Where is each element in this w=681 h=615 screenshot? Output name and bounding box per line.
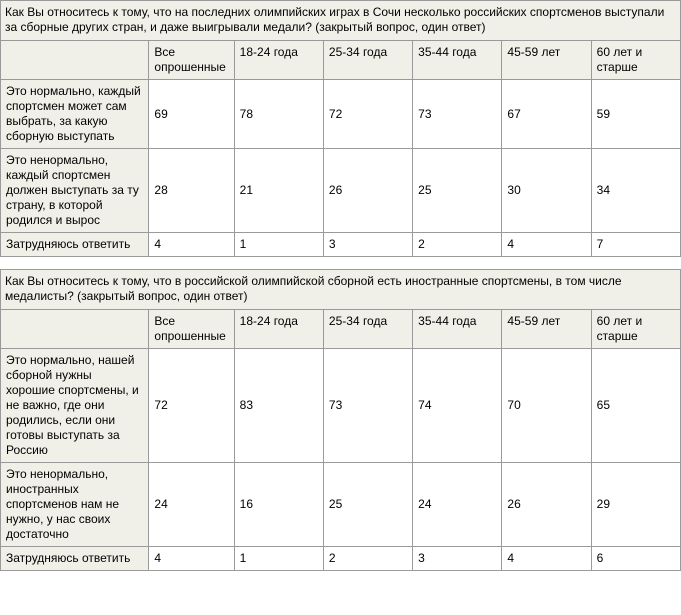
cell-value: 1 xyxy=(234,547,323,571)
table-row xyxy=(1,547,681,571)
table-row xyxy=(1,463,681,547)
column-header-60-plus: 60 лет и старше xyxy=(591,41,680,80)
column-header-25-34: 25-34 года xyxy=(323,310,412,349)
column-header-35-44: 35-44 года xyxy=(413,41,502,80)
cell-value: 65 xyxy=(591,349,680,463)
column-header-45-59: 45-59 лет xyxy=(502,310,591,349)
cell-value: 78 xyxy=(234,80,323,149)
cell-value: 59 xyxy=(591,80,680,149)
poll-title-1: Как Вы относитесь к тому, что на последних олимпийских играх в Сочи несколько российских спортсменов выступали за сборные других стран, и даже выигрывали медали? (закрытый вопрос, один ответ) xyxy=(0,0,681,40)
cell-value: 1 xyxy=(234,233,323,257)
table-row xyxy=(1,149,681,233)
table-row xyxy=(1,349,681,463)
column-header-all: Все опрошенные xyxy=(149,310,234,349)
table-header-1 xyxy=(1,41,681,80)
poll-title-2: Как Вы относитесь к тому, что в российской олимпийской сборной есть иностранные спортсмены, в том числе медалисты? (закрытый вопрос, один ответ) xyxy=(0,269,681,309)
column-header-empty xyxy=(1,310,149,349)
cell-value: 4 xyxy=(502,233,591,257)
cell-value: 26 xyxy=(502,463,591,547)
cell-value: 4 xyxy=(502,547,591,571)
cell-value: 3 xyxy=(323,233,412,257)
column-header-25-34: 25-34 года xyxy=(323,41,412,80)
cell-value: 70 xyxy=(502,349,591,463)
cell-value: 69 xyxy=(149,80,234,149)
column-header-35-44: 35-44 года xyxy=(413,310,502,349)
column-header-empty xyxy=(1,41,149,80)
row-label: Это нормально, каждый спортсмен может сам выбрать, за какую сборную выступать xyxy=(1,80,149,149)
row-label: Это нормально, нашей сборной нужны хорошие спортсмены, и не важно, где они родились, если они готовы выступать за Россию xyxy=(1,349,149,463)
row-label: Это ненормально, каждый спортсмен должен выступать за ту страну, в которой родился и вырос xyxy=(1,149,149,233)
cell-value: 4 xyxy=(149,547,234,571)
cell-value: 2 xyxy=(323,547,412,571)
row-label: Затрудняюсь ответить xyxy=(1,547,149,571)
column-header-60-plus: 60 лет и старше xyxy=(591,310,680,349)
table-header-row xyxy=(1,41,681,80)
cell-value: 83 xyxy=(234,349,323,463)
poll-table-2 xyxy=(0,309,681,571)
cell-value: 67 xyxy=(502,80,591,149)
cell-value: 16 xyxy=(234,463,323,547)
table-row xyxy=(1,233,681,257)
column-header-45-59: 45-59 лет xyxy=(502,41,591,80)
row-label: Это ненормально, иностранных спортсменов нам не нужно, у нас своих достаточно xyxy=(1,463,149,547)
table-header-2 xyxy=(1,310,681,349)
cell-value: 26 xyxy=(323,149,412,233)
cell-value: 24 xyxy=(149,463,234,547)
poll-block-1 xyxy=(0,0,681,257)
row-label: Затрудняюсь ответить xyxy=(1,233,149,257)
column-header-all: Все опрошенные xyxy=(149,41,234,80)
poll-table-1 xyxy=(0,40,681,257)
cell-value: 34 xyxy=(591,149,680,233)
cell-value: 7 xyxy=(591,233,680,257)
cell-value: 74 xyxy=(413,349,502,463)
cell-value: 30 xyxy=(502,149,591,233)
cell-value: 25 xyxy=(323,463,412,547)
cell-value: 73 xyxy=(413,80,502,149)
cell-value: 24 xyxy=(413,463,502,547)
table-row xyxy=(1,80,681,149)
cell-value: 72 xyxy=(149,349,234,463)
cell-value: 2 xyxy=(413,233,502,257)
section-spacer xyxy=(0,257,681,269)
cell-value: 21 xyxy=(234,149,323,233)
cell-value: 73 xyxy=(323,349,412,463)
table-header-row xyxy=(1,310,681,349)
cell-value: 72 xyxy=(323,80,412,149)
column-header-18-24: 18-24 года xyxy=(234,310,323,349)
cell-value: 3 xyxy=(413,547,502,571)
poll-block-2 xyxy=(0,269,681,571)
cell-value: 29 xyxy=(591,463,680,547)
column-header-18-24: 18-24 года xyxy=(234,41,323,80)
cell-value: 4 xyxy=(149,233,234,257)
cell-value: 28 xyxy=(149,149,234,233)
cell-value: 6 xyxy=(591,547,680,571)
cell-value: 25 xyxy=(413,149,502,233)
